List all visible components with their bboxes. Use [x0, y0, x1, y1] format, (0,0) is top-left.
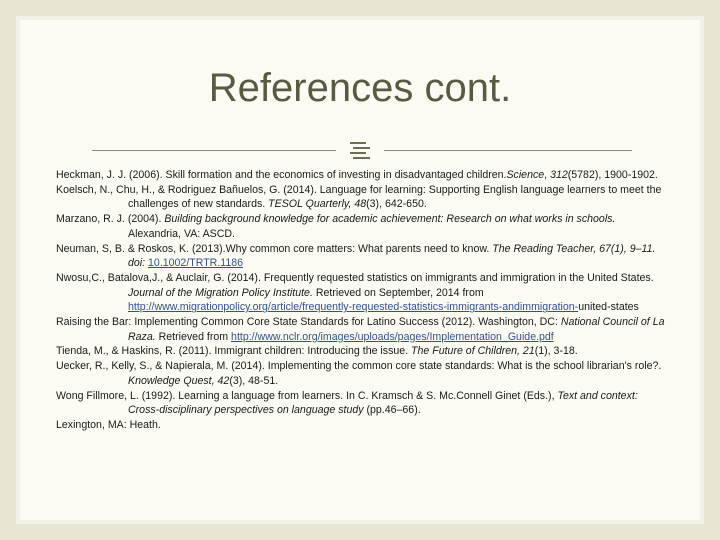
ref-journal: Knowledge Quest, 42 [128, 374, 230, 387]
ref-text: Tienda, M., & Haskins, R. (2011). Immigrant children: Introducing the issue. [56, 345, 412, 358]
ref-book-title: Building background knowledge for academic achievement: Research on what works in schools. [164, 213, 616, 226]
reference-item [56, 168, 668, 183]
ref-text: , [544, 169, 551, 181]
doi-link[interactable]: 10.1002/TRTR.1186 [148, 257, 244, 270]
ref-text: Uecker, R., Kelly, S., & Napierala, M. (2014). Implementing the common core state standards: What is the school librarian's role?. [56, 360, 662, 373]
hamburger-menu-icon [347, 138, 373, 162]
title-rule-right [384, 150, 632, 151]
ref-text: Alexandria, VA: ASCD. [128, 227, 235, 240]
ref-text: Retrieved on September, 2014 from [312, 286, 484, 299]
ref-journal: The Future of Children, 21 [411, 345, 535, 358]
title-rule-left [92, 150, 336, 151]
reference-item [56, 315, 668, 344]
ref-text: Marzano, R. J. (2004). [56, 213, 165, 226]
ref-text: (5782), 1900-1902. [567, 169, 658, 181]
reference-item [56, 344, 668, 359]
ref-volume: 312 [550, 169, 568, 181]
ref-journal: The Reading Teacher, 67(1), 9–11. doi: [128, 242, 656, 270]
ref-text: Koelsch, N., Chu, H., & Rodriguez Bañuelos, G. (2014). Language for learning: Supporting English language learners to meet the challenges of new standards. [56, 183, 662, 211]
ref-journal: Science [506, 169, 545, 181]
nclr-link[interactable]: http://www.nclr.org/images/uploads/pages/Implementation_Guide.pdf [231, 330, 554, 343]
ref-text: Lexington, MA: Heath. [56, 418, 161, 431]
reference-item [56, 183, 668, 212]
ref-book-title: Text and context: Cross-disciplinary perspectives on language study [128, 389, 638, 417]
ref-text: united-states [578, 301, 639, 314]
ref-text: Neuman, S, B. & Roskos, K. (2013).Why common core matters: What parents need to know. [56, 242, 493, 255]
reference-item [56, 418, 668, 433]
slide-title: References cont. [208, 66, 512, 110]
reference-item [56, 359, 668, 388]
ref-text: (3), 48-51. [229, 374, 279, 387]
ref-text: Heckman, J. J. (2006). Skill formation and the economics of investing in disadvantaged children. [56, 169, 507, 181]
ref-text: Wong Fillmore, L. (1992). Learning a language from learners. In C. Kramsch & S. Mc.Connell Ginet (Eds.), [56, 389, 558, 402]
migrationpolicy-link[interactable]: http://www.migrationpolicy.org/article/frequently-requested-statistics-immigrants-andimmigration- [128, 301, 579, 314]
ref-publisher: National Council of La Raza. [128, 316, 665, 343]
reference-item [56, 242, 668, 271]
ref-journal: TESOL Quarterly, [268, 198, 352, 211]
ref-journal: Journal of the Migration Policy Institute. [128, 286, 313, 299]
ref-text: Nwosu,C., Batalova,J., & Auclair, G. (2014). Frequently requested statistics on immigrants and immigration in the United States. [56, 271, 654, 284]
ref-text: Raising the Bar: Implementing Common Core State Standards for Latino Success (2012). Washington, DC: [56, 316, 561, 329]
ref-volume: 48 [354, 198, 367, 211]
ref-text: (pp.46–66). [363, 404, 421, 417]
reference-item [56, 271, 668, 315]
reference-item [56, 212, 668, 241]
ref-text: Retrieved from [155, 330, 232, 343]
ref-text: (3), 642-650. [366, 198, 427, 211]
ref-text: (1), 3-18. [534, 345, 578, 358]
references-list [56, 168, 668, 433]
reference-item [56, 389, 668, 418]
